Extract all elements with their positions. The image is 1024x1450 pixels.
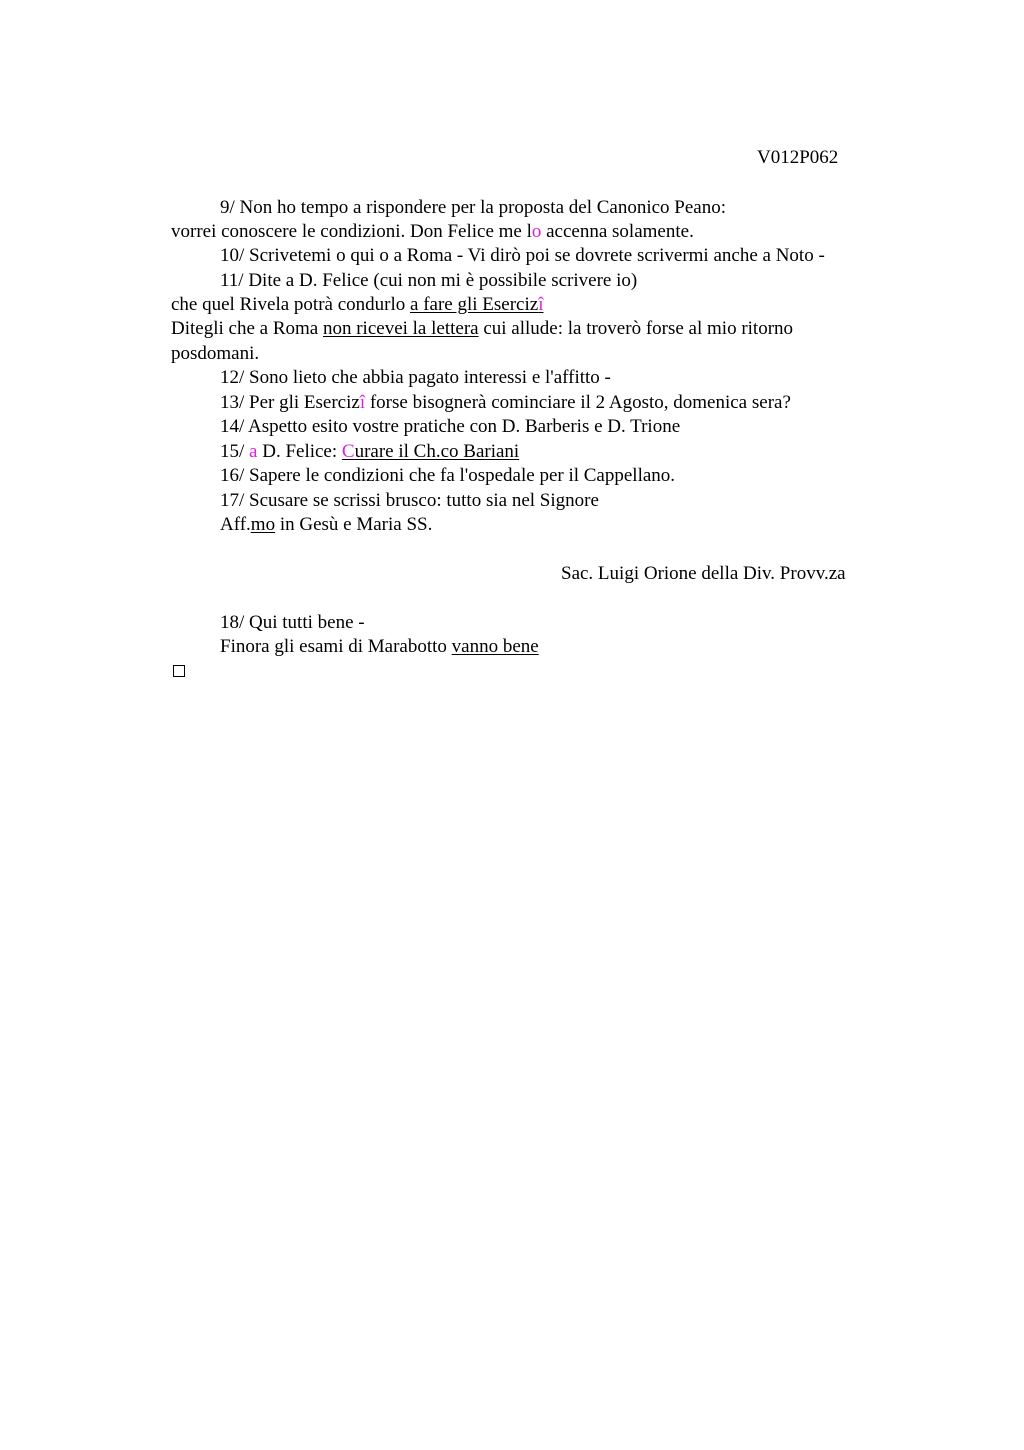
item-17: 17/ Scusare se scrissi brusco: tutto sia nel Signore xyxy=(220,490,599,511)
underlined-text: vanno bene xyxy=(451,636,539,657)
item-11-line-2 xyxy=(171,294,543,316)
text-run: Ditegli che a Roma xyxy=(171,318,323,339)
underlined-text: mo xyxy=(250,514,276,535)
signature: Sac. Luigi Orione della Div. Provv.za xyxy=(561,563,846,584)
text-run: vorrei conoscere le condizioni. Don Felice me l xyxy=(171,221,532,242)
item-10: 10/ Scrivetemi o qui o a Roma - Vi dirò poi se dovrete scrivermi anche a Noto - xyxy=(220,245,825,266)
closing-line xyxy=(220,514,432,536)
item-16: 16/ Sapere le condizioni che fa l'ospedale per il Cappellano. xyxy=(220,465,676,486)
document-code: V012P062 xyxy=(757,147,839,168)
highlighted-letter: î xyxy=(538,294,544,315)
text-run: forse bisognerà cominciare il 2 Agosto, domenica sera? xyxy=(365,392,791,413)
item-18-line-1: 18/ Qui tutti bene - xyxy=(220,612,365,633)
text-run: 15/ xyxy=(220,441,250,462)
text-run: Aff. xyxy=(220,514,251,535)
underlined-text xyxy=(342,441,519,462)
text-run: in Gesù e Maria SS. xyxy=(275,514,433,535)
text-run: D. Felice: xyxy=(257,441,342,462)
highlighted-letter: a xyxy=(249,441,258,462)
text-run: a fare gli Eserciz xyxy=(410,294,539,315)
item-11-line-3 xyxy=(171,318,793,340)
text-run: cui allude: la troverò forse al mio ritorno xyxy=(478,318,794,339)
highlighted-letter: o xyxy=(531,221,542,242)
item-9-line-1: 9/ Non ho tempo a rispondere per la proposta del Canonico Peano: xyxy=(220,197,727,218)
item-18-line-2 xyxy=(220,636,539,658)
underlined-text xyxy=(410,294,543,315)
text-run: 13/ Per gli Eserciz xyxy=(220,392,360,413)
item-11-line-4: posdomani. xyxy=(171,343,260,364)
underlined-text: non ricevei la lettera xyxy=(322,318,479,339)
text-run: urare il Ch.co Bariani xyxy=(354,441,520,462)
item-14: 14/ Aspetto esito vostre pratiche con D. Barberis e D. Trione xyxy=(220,416,681,437)
text-run: accenna solamente. xyxy=(541,221,694,242)
highlighted-letter: C xyxy=(341,441,355,462)
item-15 xyxy=(220,441,519,463)
highlighted-letter: î xyxy=(359,392,366,413)
square-marker-icon xyxy=(173,665,185,677)
item-13 xyxy=(220,392,791,414)
item-11-line-1: 11/ Dite a D. Felice (cui non mi è possibile scrivere io) xyxy=(220,270,638,291)
text-run: Finora gli esami di Marabotto xyxy=(220,636,452,657)
text-run: che quel Rivela potrà condurlo xyxy=(171,294,411,315)
item-9-line-2 xyxy=(171,221,694,243)
item-12: 12/ Sono lieto che abbia pagato interessi e l'affitto - xyxy=(220,367,611,388)
